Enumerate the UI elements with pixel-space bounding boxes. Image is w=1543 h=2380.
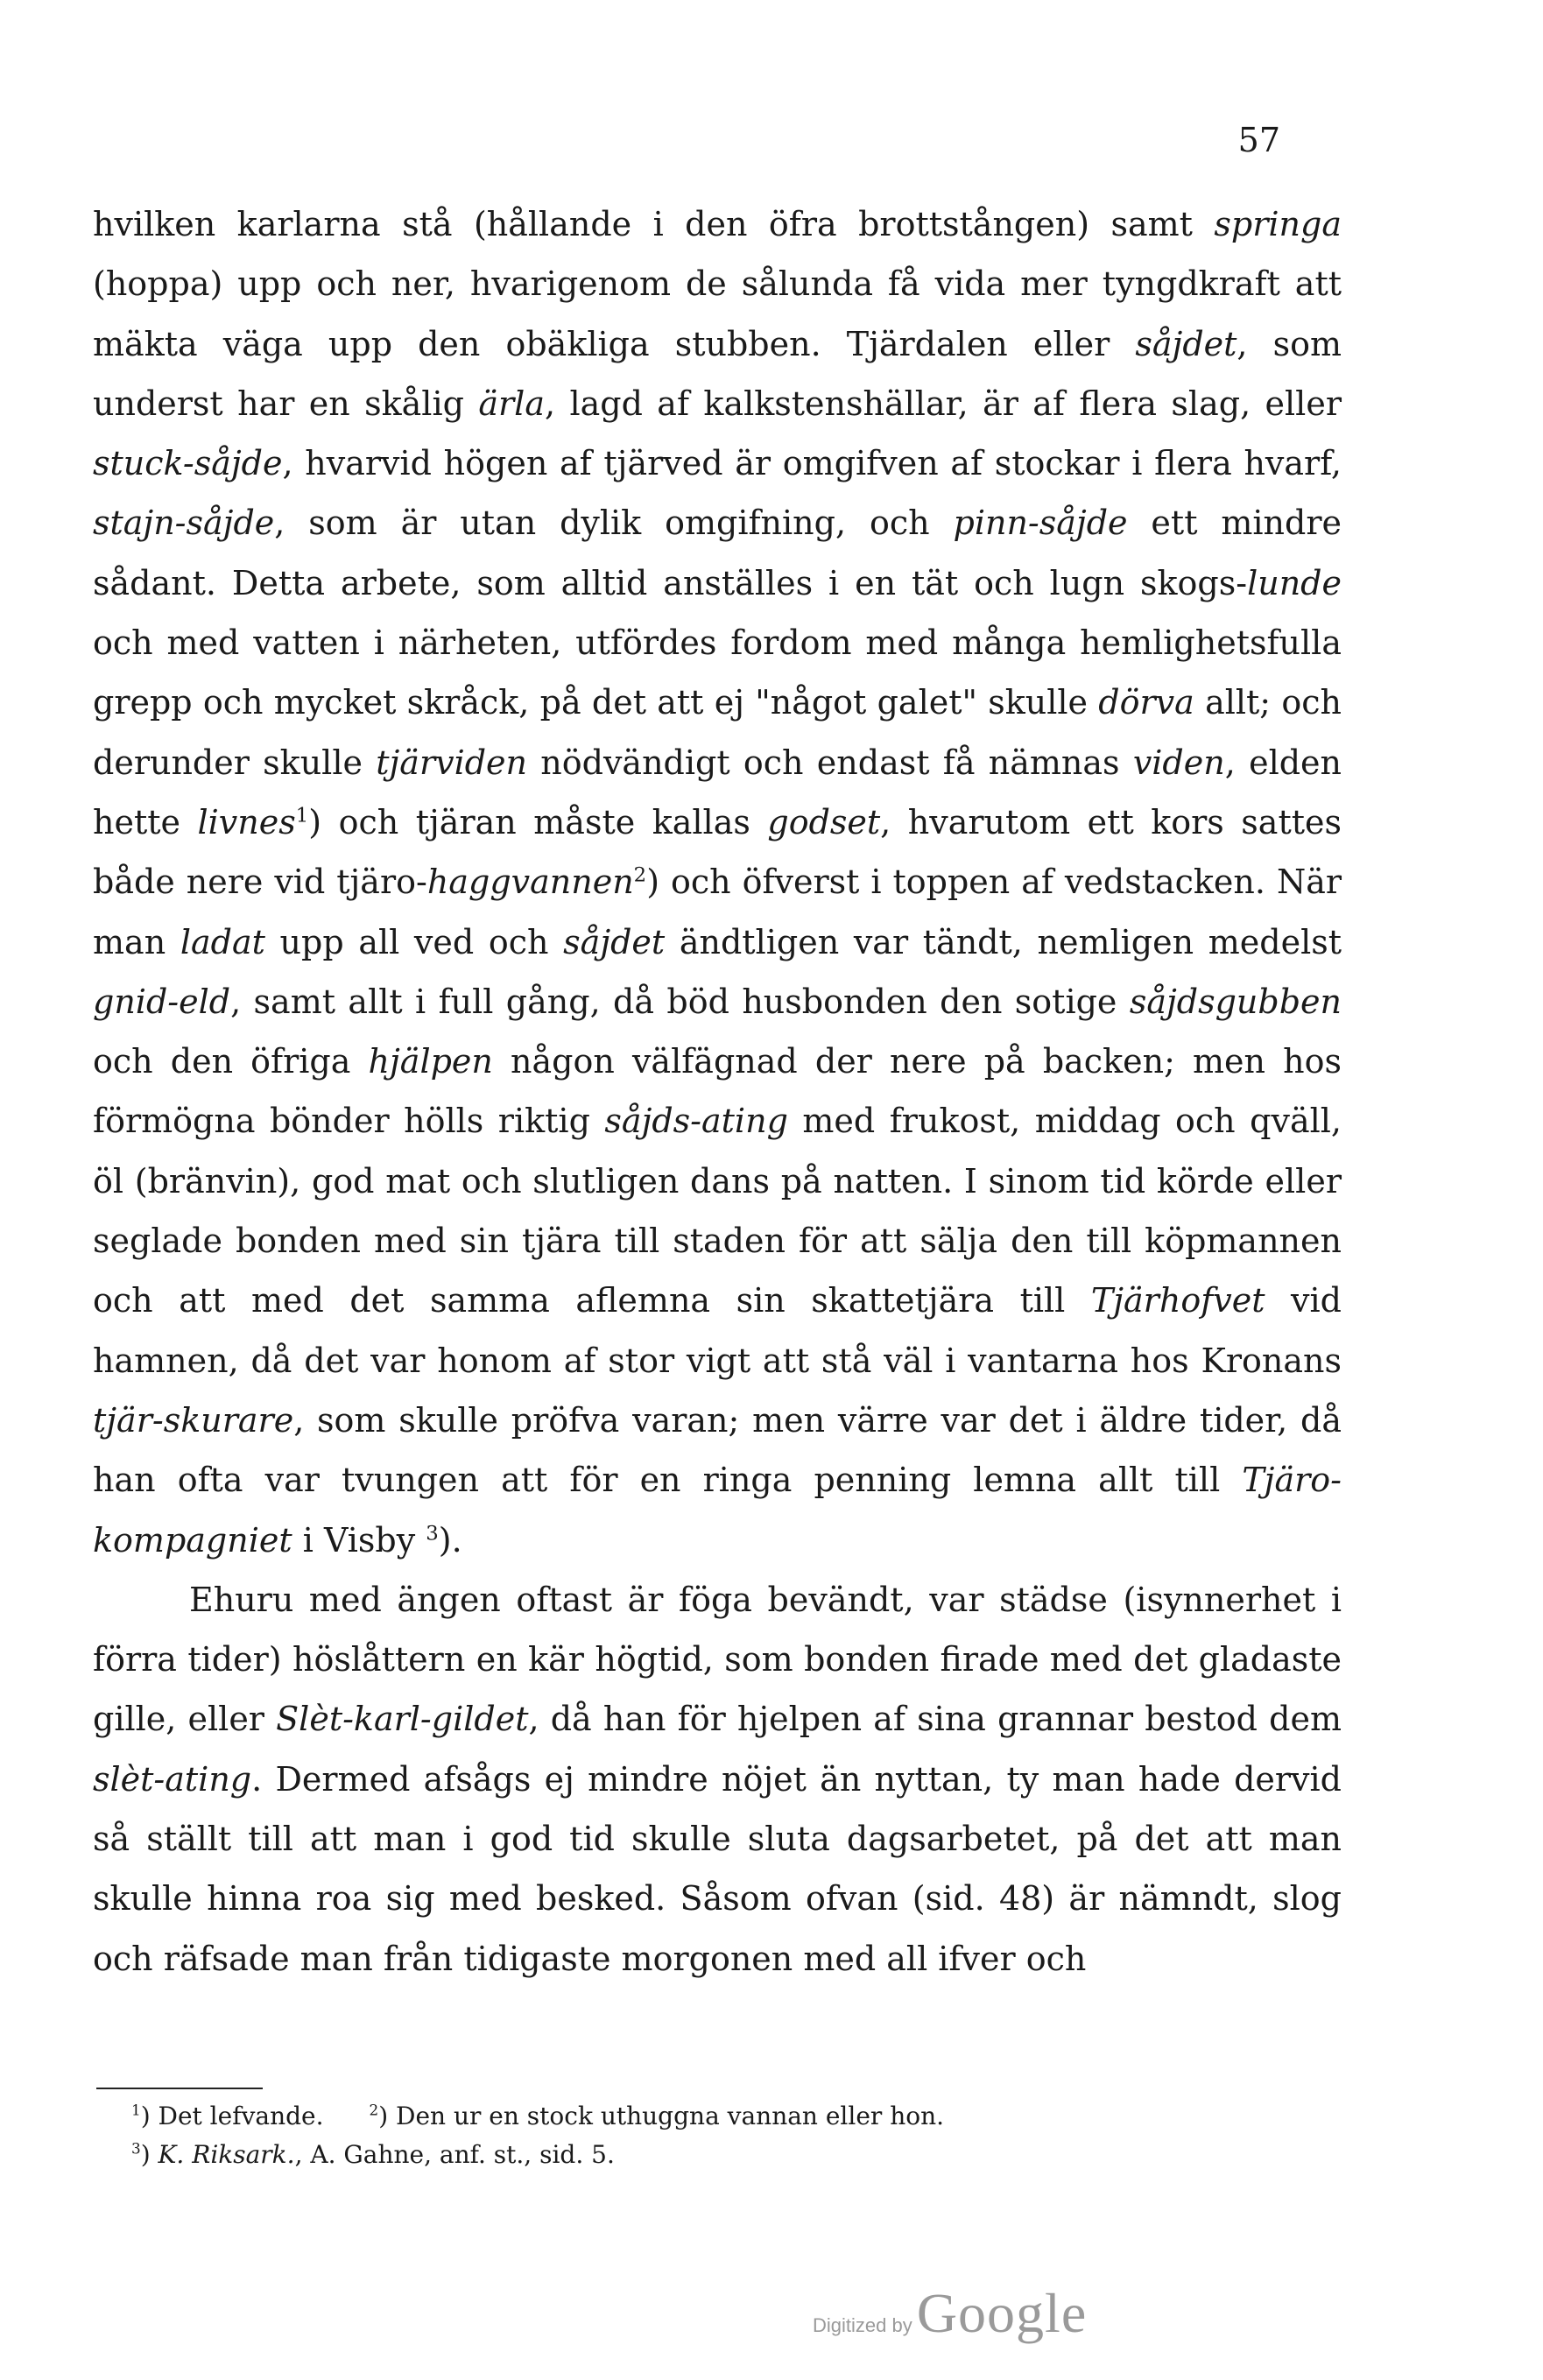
italic-term: stuck-såjde bbox=[93, 444, 283, 483]
body-text bbox=[93, 194, 1353, 1989]
footnote-mark: 3 bbox=[131, 2139, 141, 2158]
italic-term: ladat bbox=[180, 922, 265, 961]
italic-term: springa bbox=[1214, 205, 1342, 243]
text-run: , elden hette bbox=[93, 743, 1353, 841]
italic-term: Tjäro-kompagniet bbox=[93, 1461, 1342, 1560]
italic-term: viden bbox=[1132, 743, 1225, 782]
page-number: 57 bbox=[1237, 121, 1280, 159]
italic-term: slèt-ating bbox=[93, 1759, 252, 1799]
italic-term: godset bbox=[767, 802, 881, 841]
text-run: (hoppa) upp och ner, hvarigenom de sålunda få vida mer tyngdkraft att mäkta väga upp den obäkliga stubben. Tjärdalen eller bbox=[93, 205, 1353, 363]
italic-term: lunde bbox=[1247, 563, 1342, 602]
italic-term: tjär-skurare bbox=[93, 1400, 294, 1440]
footnote-reference: 3 bbox=[426, 1521, 439, 1545]
text-run: och den öfriga bbox=[93, 982, 1353, 1081]
footnote-text: , A. Gahne, anf. st., sid. 5. bbox=[294, 2140, 615, 2169]
text-run: ) och tjäran måste kallas bbox=[308, 802, 768, 841]
footnote-text: ) Den ur en stock uthuggna vannan eller hon. bbox=[378, 2102, 945, 2130]
footnotes bbox=[131, 2097, 1270, 2174]
text-run: , lagd af kalkstenshällar, är af flera slag, eller bbox=[544, 384, 1353, 423]
text-run: med frukost, middag och qväll, öl (bränvin), god mat och slutligen dans på natten. I sinom tid körde eller seglade bonden med sin tjära till staden för att sälja den till köpmannen och att med det samma aflemna sin skattetjära till bbox=[93, 1102, 1353, 1320]
italic-term: pinn-såjde bbox=[953, 503, 1128, 543]
footnote-rule bbox=[96, 2088, 263, 2089]
paragraph bbox=[93, 1570, 1353, 1989]
watermark-prefix: Digitized by bbox=[813, 2314, 912, 2336]
footnote-reference: 2 bbox=[633, 863, 647, 887]
italic-term: livnes bbox=[197, 802, 296, 841]
paragraph bbox=[93, 194, 1353, 1570]
italic-term: Slèt-karl-gildet bbox=[276, 1700, 529, 1739]
text-run: , som är utan dylik omgifning, och bbox=[274, 503, 954, 543]
footnote-text: ) Det lefvande. bbox=[140, 2102, 324, 2130]
footnote-source: K. Riksark. bbox=[158, 2140, 295, 2169]
italic-term: ärla bbox=[478, 384, 545, 423]
italic-term: dörva bbox=[1098, 683, 1194, 722]
footnote-mark: 1 bbox=[131, 2101, 141, 2119]
italic-term: stajn-såjde bbox=[93, 503, 275, 543]
italic-term: såjds-ating bbox=[604, 1102, 788, 1141]
italic-term: tjärviden bbox=[376, 743, 528, 782]
text-run: ). bbox=[438, 1520, 462, 1560]
text-run: upp all ved och bbox=[264, 922, 564, 961]
text-run: , hvarutom ett kors sattes både nere vid tjäro- bbox=[93, 802, 1353, 902]
digitization-watermark bbox=[813, 2281, 1087, 2346]
text-run: , som underst har en skålig bbox=[93, 324, 1353, 423]
italic-term: Tjärhofvet bbox=[1090, 1281, 1265, 1320]
text-run: ändtligen var tändt, nemligen medelst bbox=[665, 922, 1353, 961]
footnote-reference: 1 bbox=[295, 804, 309, 827]
text-run: ett mindre sådant. Detta arbete, som alltid anställes i en tät och lugn skogs- bbox=[93, 503, 1353, 602]
footnote-line bbox=[131, 2136, 1270, 2174]
text-run: , hvarvid högen af tjärved är omgifven af stockar i flera hvarf, bbox=[282, 444, 1353, 483]
text-run: allt; och derunder skulle bbox=[93, 683, 1353, 782]
text-run: , då han för hjelpen af sina grannar bestod dem bbox=[528, 1700, 1353, 1739]
text-run: ) och öfverst i toppen af vedstacken. När man bbox=[93, 863, 1353, 961]
italic-term: gnid-eld bbox=[93, 982, 231, 1021]
text-run: vid hamnen, då det var honom af stor vigt att stå väl i vantarna hos Kronans bbox=[93, 1281, 1353, 1380]
italic-term: såjdet bbox=[1135, 324, 1237, 363]
italic-term: haggvannen bbox=[426, 863, 634, 902]
italic-term: hjälpen bbox=[368, 1042, 493, 1081]
google-logo: Google bbox=[916, 2282, 1088, 2344]
text-run: och med vatten i närheten, utfördes fordom med många hemlighetsfulla grepp och mycket skråck, på det att ej "något galet" skulle bbox=[93, 563, 1353, 722]
text-run: , samt allt i full gång, då böd husbonden den sotige bbox=[230, 982, 1130, 1021]
footnote-line bbox=[131, 2097, 1270, 2136]
italic-term: såjdsgubben bbox=[1129, 982, 1342, 1021]
text-run: . Dermed afsågs ej mindre nöjet än nyttan, ty man hade dervid så ställt till att man i god tid skulle sluta dagsarbetet, på det att man skulle hinna roa sig med besked. Såsom ofvan (sid. 48) är nämndt, slog och räfsade man från tidigaste morgonen med all ifver och bbox=[93, 1759, 1353, 1978]
text-run: i Visby bbox=[292, 1520, 426, 1560]
text-run: någon välfägnad der nere på backen; men hos förmögna bönder hölls riktig bbox=[93, 1042, 1353, 1141]
text-run: , som skulle pröfva varan; men värre var det i äldre tider, då han ofta var tvungen att för en ringa penning lemna allt till bbox=[93, 1400, 1353, 1500]
footnote-mark: 2 bbox=[369, 2101, 379, 2119]
text-run: Ehuru med ängen oftast är föga bevändt, var städse (isynnerhet i förra tider) höslåttern en kär högtid, som bonden firade med det gladaste gille, eller bbox=[93, 1580, 1353, 1739]
footnote-text: ) bbox=[140, 2140, 159, 2169]
text-run: hvilken karlarna stå (hållande i den öfra brottstången) samt bbox=[93, 205, 1215, 243]
text-run: nödvändigt och endast få nämnas bbox=[527, 743, 1133, 782]
italic-term: såjdet bbox=[563, 922, 666, 961]
